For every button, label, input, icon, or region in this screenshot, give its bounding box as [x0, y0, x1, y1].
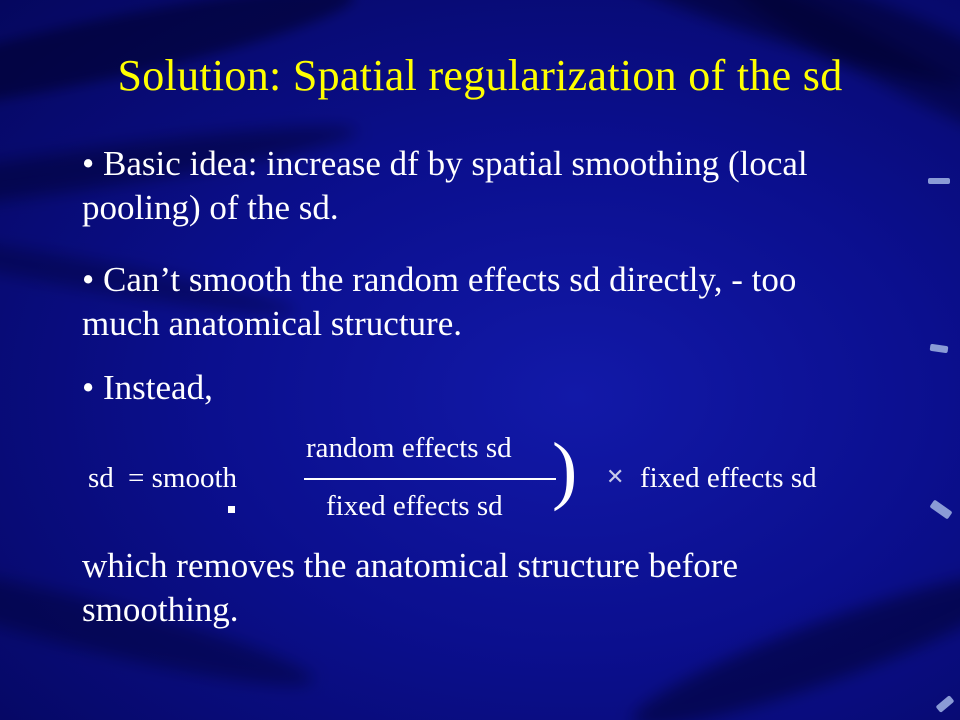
close-paren-icon: ) — [552, 428, 578, 512]
closing-text: which removes the anatomical structure before smoothing. — [82, 546, 738, 629]
bullet-instead: • Instead, — [82, 368, 213, 407]
equation-denominator: fixed effects sd — [326, 490, 503, 522]
equation-smooth: = smooth — [128, 462, 238, 494]
edge-mark — [928, 178, 950, 184]
slide-title: Solution: Spatial regularization of the sd — [117, 51, 843, 100]
equation-lhs: sd — [88, 462, 114, 494]
bullet-cant-smooth: • Can’t smooth the random effects sd directly, - too much anatomical structure. — [82, 260, 797, 343]
square-glyph-icon — [228, 506, 235, 513]
edge-mark — [929, 500, 952, 520]
equation-numerator: random effects sd — [306, 432, 512, 464]
times-icon: ✕ — [606, 464, 625, 489]
equation-rhs: fixed effects sd — [640, 462, 817, 494]
edge-mark — [930, 344, 949, 353]
edge-mark — [936, 695, 955, 713]
fraction-bar — [304, 478, 556, 480]
bullet-basic-idea: • Basic idea: increase df by spatial smoothing (local pooling) of the sd. — [82, 144, 808, 227]
